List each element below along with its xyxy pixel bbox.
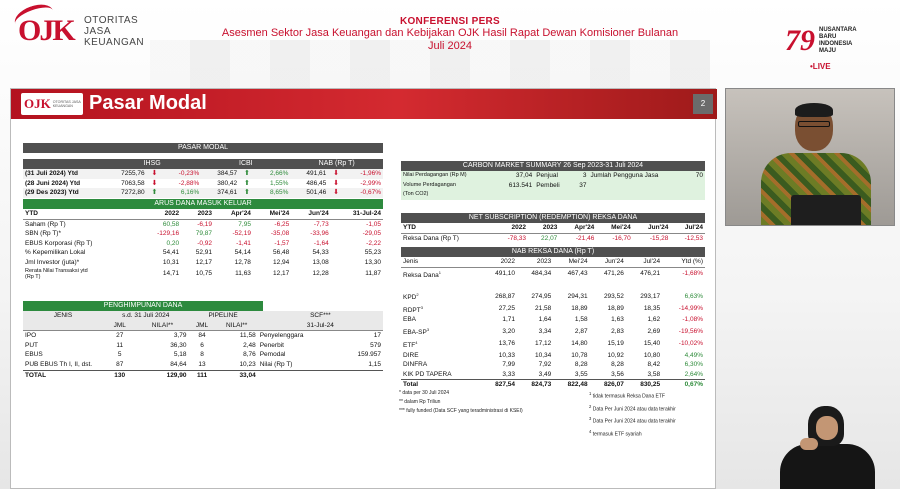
penghimpunan-row [23,341,383,351]
net-subscription-row [401,233,705,243]
nab-value: 3,34 [538,327,552,335]
nab-value [553,280,589,290]
pipeline-nilai: 11,58 [239,332,256,340]
nab-value: 18,89 [607,305,624,313]
nab-value: 18,89 [571,305,588,313]
nab-value: 17,12 [535,340,552,348]
index-row [23,188,383,198]
arus-value: 79,87 [195,230,213,238]
index-change: -0,23% [178,170,200,177]
arus-value: -1,41 [236,239,251,247]
index-change: -2,99% [360,179,381,187]
carbon-value: 613.541 [508,181,533,189]
arus-value: 0,20 [166,239,180,247]
penghimpunan-nilai: 3,79 [173,332,187,340]
pipeline-nilai: 2,48 [243,341,256,349]
netsub-label: Reksa Dana (Rp T) [403,234,459,242]
carbon-label [588,190,689,200]
arus-value: 13,08 [312,258,329,266]
ojk-logo [18,14,144,48]
nab-label: KIK PD TAPERA [403,370,452,378]
index-row-label: (29 Des 2023) Ytd [25,189,79,197]
nab-value: 15,40 [643,340,661,348]
footnote-marker: 4 [415,339,418,345]
index-value: 384,57 [217,170,238,177]
footnote-marker: 1 [438,269,442,275]
carbon-value: 70 [695,172,703,179]
nab-label: Reksa Dana$^1$ [403,269,442,279]
arrow-up-icon: ⬆ [244,189,250,197]
arrow-down-icon: ⬇ [333,179,340,187]
penghimpunan-nilai: 5,18 [173,351,187,359]
nab-label: DINFRA [403,361,428,369]
penghimpunan-total-row: TOTAL 130 129,90 111 33,04 [23,370,383,380]
nab-value: -19,56% [678,327,703,335]
carbon-row [401,181,705,191]
nab-row [401,351,705,361]
nab-value [517,280,553,290]
netsub-value: -12,53 [684,234,703,242]
column-header: YTD [25,210,38,217]
column-header: Jul'24 [684,224,703,231]
penghimpunan-jenis: PUT [25,341,38,349]
nab-value [590,280,626,290]
penghimpunan-dana-table: PENGHIMPUNAN DANA JENIS s.d. 31 Juli 2024 PIPELINE SCF*** JML NILAI** JML NILAI** 31-Jul-24 IPO 27 3,79 84 11,58 Penyelenggara 17 PUT 11 36,30 6 2,48 Penerbit 579 EBUS 5 5,18 8 8,76 Pemodal 159.957 PUB EBUS Th I, II, dst. 87 84,64 13 10,23 Nilai (Rp T) 1,15 TOTAL 130 129,90 111 33,04 [25,302,381,379]
nab-value [481,280,517,290]
footnote: $^1$ tidak termasuk Reksa Dana ETF [589,391,665,400]
index-change: 2,66% [269,170,289,177]
arus-value: 13,30 [364,258,381,266]
footnote: $^3$ Data Per Juni 2024 atau data terakhir [589,416,676,425]
penghimpunan-row [23,350,383,360]
nab-value: 1,58 [574,316,588,324]
nab-value: 268,87 [495,292,516,300]
nab-value: 3,58 [647,370,661,378]
arus-value: 12,17 [195,258,213,266]
carbon-label: Jumlah Pengguna Jasa [590,172,659,179]
carbon-value [496,190,535,200]
nab-row [401,315,705,325]
nab-value: 826,07 [603,381,624,389]
speaker [761,101,871,226]
nab-value: 27,25 [498,305,516,313]
nab-total-row [401,380,705,390]
index-value: 7063,58 [121,179,145,187]
arus-value: 52,91 [195,249,213,257]
nab-value: 1,63 [611,316,624,324]
nab-value: 7,99 [502,361,516,369]
arus-row [23,219,383,229]
column-header: Apr'24 [574,224,595,231]
nab-label: EBA [403,316,417,324]
nab-value: 1,64 [538,316,552,324]
footnote-marker: 3 [420,304,423,310]
arus-row-label: % Kepemilikan Lokal [25,249,86,257]
scf-value: 159.957 [357,351,381,359]
penghimpunan-jml: 5 [117,351,122,359]
nab-value: 0,67% [684,381,703,389]
nab-value: 13,76 [498,340,516,348]
nab-row [401,290,705,303]
arus-row-label: EBUS Korporasi (Rp T) [25,239,93,247]
nab-value: 2,64% [684,370,703,378]
nab-value: 822,48 [567,381,588,389]
scf-label: Penerbit [259,341,284,349]
arus-row [23,229,383,239]
notes-right [589,389,709,440]
net-subscription-table: NET SUBSCRIPTION (REDEMPTION) REKSA DANA YTD 2022 2023 Apr'24 Mei'24 Jun'24 Jul'24 Reksa Dana (Rp T) -78,33 22,07 -21,46 -16,70 -15,28 -12,53 [403,214,703,242]
nab-value: -1,08% [682,316,703,324]
arus-row-label: Jml Investor (juta)* [25,258,80,266]
penghimpunan-jml: 11 [116,341,124,349]
index-row [23,169,383,179]
pipeline-nilai: 10,23 [239,360,256,368]
nab-value: 10,92 [607,351,624,359]
pasar-modal-header: PASAR MODAL [23,143,383,153]
arus-row [23,258,383,268]
slide-page-number: 2 [693,94,713,114]
penghimpunan-row [23,360,383,370]
arus-value: -1,57 [274,239,290,247]
arus-value: -35,08 [270,230,290,238]
nab-label [401,280,481,290]
nab-value: 4,49% [684,351,703,359]
column-header: 2023 [536,258,552,265]
speaker-video [725,88,895,226]
nab-row [401,338,705,351]
column-header: 2023 [542,224,558,231]
scf-value: 17 [373,332,381,340]
index-change: 8,65% [269,189,289,197]
nab-value: 8,42 [647,361,661,369]
notes-left: * data per 30 Juli 2024 ** dalam Rp Triliun *** fully funded (Data SCF yang teradministrasi di KSEI) [399,390,523,414]
netsub-value: -78,33 [507,234,527,242]
pipeline-jml: 6 [200,341,204,349]
index-value: 7272,80 [121,189,145,197]
column-header: Apr'24 [230,210,251,217]
arus-value: 54,33 [312,249,329,257]
conference-title-line3: Juli 2024 [427,40,473,52]
carbon-label: Pembeli [536,181,560,189]
column-header: Jun'24 [308,210,329,217]
ojk-logo-mark: OJK [18,14,78,48]
column-header: 31-Jul-24 [352,210,381,217]
footnote: $^2$ Data Per Juni 2024 atau data terakhir [589,403,676,413]
sign-language-interpreter [770,390,890,489]
index-row-label: (28 Juni 2024) Ytd [25,179,81,187]
carbon-row [401,190,705,200]
nab-value [626,280,662,290]
arus-value: -33,96 [310,230,329,238]
arus-value: -1,64 [313,239,329,247]
nab-value [662,280,705,290]
footnote-marker: 3 [426,327,430,333]
arus-value: 11,87 [365,269,381,277]
arrow-down-icon: ⬇ [333,189,340,197]
column-header: 2022 [500,258,516,265]
nab-label: EBA-$SP^3$ [403,327,430,337]
arus-value: -52,19 [232,230,251,238]
pipeline-jml: 13 [198,360,206,368]
arus-value: -2,22 [366,239,381,247]
index-value: 501,46 [306,189,327,197]
scf-label: Nilai (Rp T) [259,360,293,368]
live-badge: •LIVE [810,62,831,71]
arus-value: 12,28 [312,269,329,277]
arus-dana-table: ARUS DANA MASUK KELUAR YTD 2022 2023 Apr'24 Mei'24 Jun'24 31-Jul-24 Saham (Rp T) 60,58 -6,19 7,95 -6,25 -7,73 -1,05 SBN (Rp T)* -129,16 79,87 -52,19 -35,08 -33,96 -29,05 EBUS Korporasi (Rp T) 0,20 -0,92 -1,41 -1,57 -1,64 -2,22 % Kepemilikan Lokal 54,41 52,91 54,14 56,48 54,33 55,23 Jml Investor (juta)* 10,31 12,17 12,78 12,94 13,08 13,30 Rerata Nilai Transaksi ytd (Rp T) 14,71 10,75 11,63 12,17 12,28 11,87 [25,200,381,280]
penghimpunan-nilai: 84,64 [170,360,187,368]
arus-row [23,248,383,258]
arus-value: 12,94 [272,258,290,266]
nab-value: 3,55 [574,370,588,378]
penghimpunan-jml: 87 [116,360,124,368]
arrow-up-icon: ⬆ [244,179,250,187]
arus-value: 12,17 [272,269,290,277]
conference-title [160,16,740,53]
pipeline-jml: 84 [198,332,206,340]
nab-value: 6,30% [684,361,703,369]
arus-value: 55,23 [364,249,381,257]
nab-value: 3,56 [611,370,624,378]
nab-label: RDPT$^3$ [403,304,423,314]
arrow-down-icon: ⬇ [333,170,340,177]
nab-row [401,267,705,280]
index-value: 7255,76 [121,170,145,177]
column-header: Mei'24 [269,210,290,217]
index-row-label: (31 Juli 2024) Ytd [25,170,78,177]
arrow-down-icon: ⬇ [151,179,158,187]
arus-value: 56,48 [272,249,290,257]
nab-row [401,280,705,290]
nab-value: 7,92 [538,361,552,369]
arus-row-label: SBN (Rp T)* [25,230,61,238]
nab-value: -1,68% [682,270,703,278]
nab-row [401,325,705,338]
anniversary-logo: 79 NUSANTARA BARU INDONESIA MAJU [785,24,857,57]
arus-value: -6,19 [197,220,213,228]
carbon-label [534,190,573,200]
arus-value: 14,71 [162,269,180,277]
column-header: Ytd (%) [681,258,703,265]
nab-value: 484,34 [531,270,552,278]
conference-title-line1: KONFERENSI PERS [399,16,501,27]
index-change: -2,88% [178,179,200,187]
scf-value: 579 [370,341,381,349]
nab-value: 2,87 [574,327,588,335]
carbon-label: (Ton CO2) [403,191,429,198]
carbon-row [401,171,705,181]
arus-value: -29,05 [362,230,381,238]
nab-value: 294,31 [567,292,588,300]
carbon-value: 37 [579,181,587,189]
nab-value: 6,63% [684,292,703,300]
carbon-value [689,181,705,191]
footnote-marker: 2 [416,291,419,297]
slide-title: Pasar Modal [89,92,207,114]
netsub-value: 22,07 [541,234,558,242]
carbon-market-table: CARBON MARKET SUMMARY 26 Sep 2023-31 Juli 2024 Nilai Perdagangan (Rp M) 37,04 Penjual 3 Jumlah Pengguna Jasa 70 Volume Perdagangan 613.541 Pembeli 37 (Ton CO2) [401,161,705,200]
nab-value: 274,95 [531,292,552,300]
arus-row [23,239,383,249]
nab-value: 10,80 [643,351,661,359]
scf-value: 1,15 [368,360,381,368]
carbon-label [588,181,689,191]
penghimpunan-jml: 27 [116,332,124,340]
arus-row-label: Saham (Rp T) [25,220,66,228]
arus-value: 10,75 [195,269,213,277]
nab-value: 3,33 [502,370,516,378]
index-value: 486,45 [306,179,327,187]
nab-label: KPD$^2$ [403,291,419,302]
netsub-value: -15,28 [649,234,669,242]
nab-label: Total [403,381,419,389]
slide-header [11,89,717,119]
arus-value: -6,25 [274,220,290,228]
carbon-value [573,190,589,200]
index-change: 1,55% [269,179,289,187]
index-value: 491,61 [306,170,327,177]
nab-value: 8,28 [611,361,624,369]
netsub-value: -16,70 [612,234,631,242]
penghimpunan-jenis: PUB EBUS Th I, II, dst. [25,360,93,368]
arus-value: 10,31 [162,258,180,266]
nab-value: 8,28 [574,361,588,369]
nab-value: 2,83 [611,327,624,335]
arus-value: 54,41 [162,249,180,257]
arus-value: 12,78 [234,258,251,266]
ojk-logo-text: OTORITAS JASA KEUANGAN [84,14,145,48]
arus-value: -7,73 [313,220,329,228]
nab-value: 824,73 [531,381,552,389]
nab-value: 830,25 [640,381,661,389]
nab-row [401,370,705,380]
column-header: 2022 [511,224,527,231]
arus-value: 11,63 [235,269,251,277]
arus-value: 54,14 [234,249,251,257]
column-header: Jun'24 [647,224,669,231]
arus-value: 7,95 [238,220,251,228]
pipeline-nilai: 8,76 [243,351,256,359]
laptop [791,195,861,226]
scf-label: Pemodal [259,351,286,359]
column-header: 2023 [197,210,213,217]
footnote: $^4$ termasuk ETF syariah [589,428,642,438]
nab-row [401,303,705,316]
index-change: -1,96% [360,170,381,177]
scf-label: Penyelenggara [259,332,304,340]
nab-value: 491,10 [495,270,516,278]
presentation-slide [10,88,716,489]
column-header: Jenis [403,258,419,265]
nab-value: 15,19 [607,340,624,348]
carbon-value: 37,04 [515,172,533,179]
index-change: -0,67% [360,189,381,197]
nab-value: 293,17 [640,292,661,300]
penghimpunan-nilai: 36,30 [170,341,187,349]
nab-value: 10,33 [498,351,516,359]
nab-value: 476,21 [640,270,661,278]
nab-value: -14,99% [678,305,703,313]
arrow-down-icon: ⬇ [151,170,158,177]
column-header: Mei'24 [568,258,588,265]
nab-row [401,360,705,370]
column-header: Jun'24 [604,258,624,265]
nab-value: 21,58 [535,305,552,313]
pipeline-jml: 8 [200,351,204,359]
nab-value: 1,71 [502,316,516,324]
carbon-value: 3 [582,172,587,179]
nab-reksa-dana-table: NAB REKSA DANA (Rp T) Jenis 2022 2023 Mei'24 Jun'24 Jul'24 Ytd (%) Reksa Dana$^1$ 491,10 484,34 467,43 471,26 476,21 -1,68% KPD$^2$ 268,87 274,95 294,31 293,52 293,17 6,63% RDPT$^3$ 27,25 21,58 18,89 18,89 18,35 -14,99% EBA 1,71 1,64 1,58 1,63 1,62 -1,08% EBA-$SP^3$ 3,20 3,34 2,87 2,83 2,69 -19,56% ETF$^4$ 13,76 17,12 14,80 15,19 15,40 -10,02% DIRE 10,33 10,34 10,78 10,92 10,80 4,49% DINFRA 7,99 7,92 8,28 8,28 8,42 6,30% KIK PD TAPERA 3,33 3,49 3,55 3,56 3,58 2,64% Total 827,54 824,73 822,48 826,07 830,25 0,67% [403,248,703,389]
nab-value: 2,69 [647,327,661,335]
column-header: 2022 [164,210,180,217]
nab-value: 1,62 [647,316,661,324]
carbon-value [689,190,705,200]
nab-value: 3,20 [502,327,516,335]
nab-value: 471,26 [603,270,624,278]
slide-logo: OJK OTORITAS JASA KEUANGAN [21,93,83,115]
conference-title-line2: Asesmen Sektor Jasa Keuangan dan Kebijakan OJK Hasil Rapat Dewan Komisioner Bulanan [221,27,679,39]
index-row [23,179,383,189]
arus-row-sublabel: (Rp T) [25,273,41,280]
nab-value: -10,02% [678,340,703,348]
nab-label: DIRE [403,351,419,359]
arrow-up-icon: ⬆ [151,189,158,197]
arus-value: 60,58 [162,220,180,228]
column-header: Jul'24 [643,258,661,265]
nab-value: 14,80 [571,340,588,348]
arrow-up-icon: ⬆ [244,170,250,177]
penghimpunan-jenis: IPO [25,332,37,340]
nab-value: 18,35 [643,305,661,313]
nab-label: ETF$^4$ [403,339,418,349]
index-value: 374,61 [217,189,238,197]
arus-value: -129,16 [157,230,180,238]
penghimpunan-jenis: EBUS [25,351,43,359]
nab-value: 3,49 [538,370,552,378]
arus-value: -1,05 [366,220,381,228]
arus-value: -0,92 [197,239,213,247]
nab-value: 467,43 [567,270,588,278]
nab-value: 827,54 [495,381,516,389]
carbon-label: Nilai Perdagangan (Rp M) [403,172,467,178]
column-header: Mei'24 [611,224,631,231]
nab-value: 293,52 [603,292,624,300]
arus-row-label: Rerata Nilai Transaksi ytd (Rp T) [23,268,139,280]
nab-value: 10,34 [535,351,552,359]
index-change: 6,16% [180,189,200,197]
penghimpunan-row [23,331,383,341]
nab-value: 10,78 [571,351,588,359]
column-header: YTD [403,224,416,231]
carbon-label: Volume Perdagangan [403,181,456,188]
indices-table: IHSG ICBI NAB (Rp T) (31 Juli 2024) Ytd 7255,76 ⬇ -0,23% 384,57 ⬆ 2,66% 491,61 ⬇ -1,96% (28 Juni 2024) Ytd 7063,58 ⬇ -2,88% 380,42 ⬆ 1,55% 486,45 ⬇ -2,99% (29 Des 2023) Ytd 7272,80 ⬆ 6,16% 374,61 ⬆ 8,65% 501,46 ⬇ -0,67% [25,160,381,197]
arus-row [23,268,383,280]
index-value: 380,42 [217,179,238,187]
carbon-label: Penjual [536,172,558,179]
netsub-value: -21,46 [575,234,595,242]
